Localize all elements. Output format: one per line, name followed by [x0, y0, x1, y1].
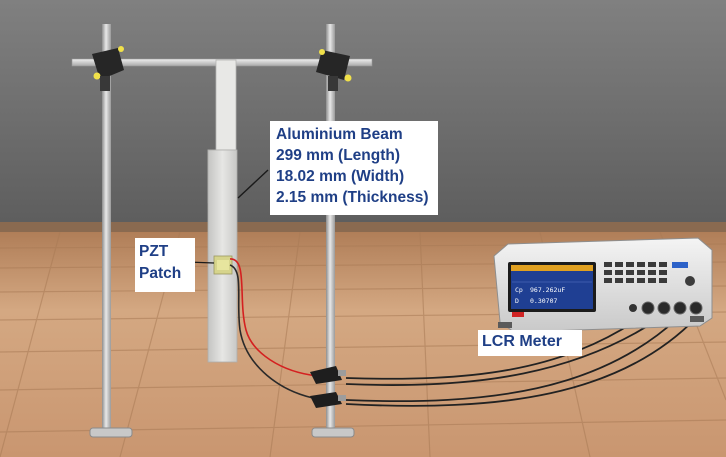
aluminium-beam-label: [270, 121, 438, 215]
lcr-meter-device: [494, 238, 712, 332]
pzt-patch-label: [135, 238, 195, 292]
pzt-label-line2: Patch: [139, 265, 182, 282]
meter-d-value: 0.30707: [530, 297, 558, 305]
beam-length: 299 mm (Length): [276, 147, 401, 164]
meter-cp-value: 967.262uF: [530, 286, 566, 294]
meter-d-label: D: [515, 297, 519, 305]
pzt-patch: [214, 256, 232, 274]
beam-thickness: 2.15 mm (Thickness): [276, 189, 429, 206]
beam-width: 18.02 mm (Width): [276, 168, 405, 185]
beam-title: Aluminium Beam: [276, 126, 403, 143]
pzt-label-line1: PZT: [139, 243, 169, 260]
meter-cp-label: Cp: [515, 286, 523, 294]
lcr-meter-label: LCR Meter: [478, 330, 582, 356]
